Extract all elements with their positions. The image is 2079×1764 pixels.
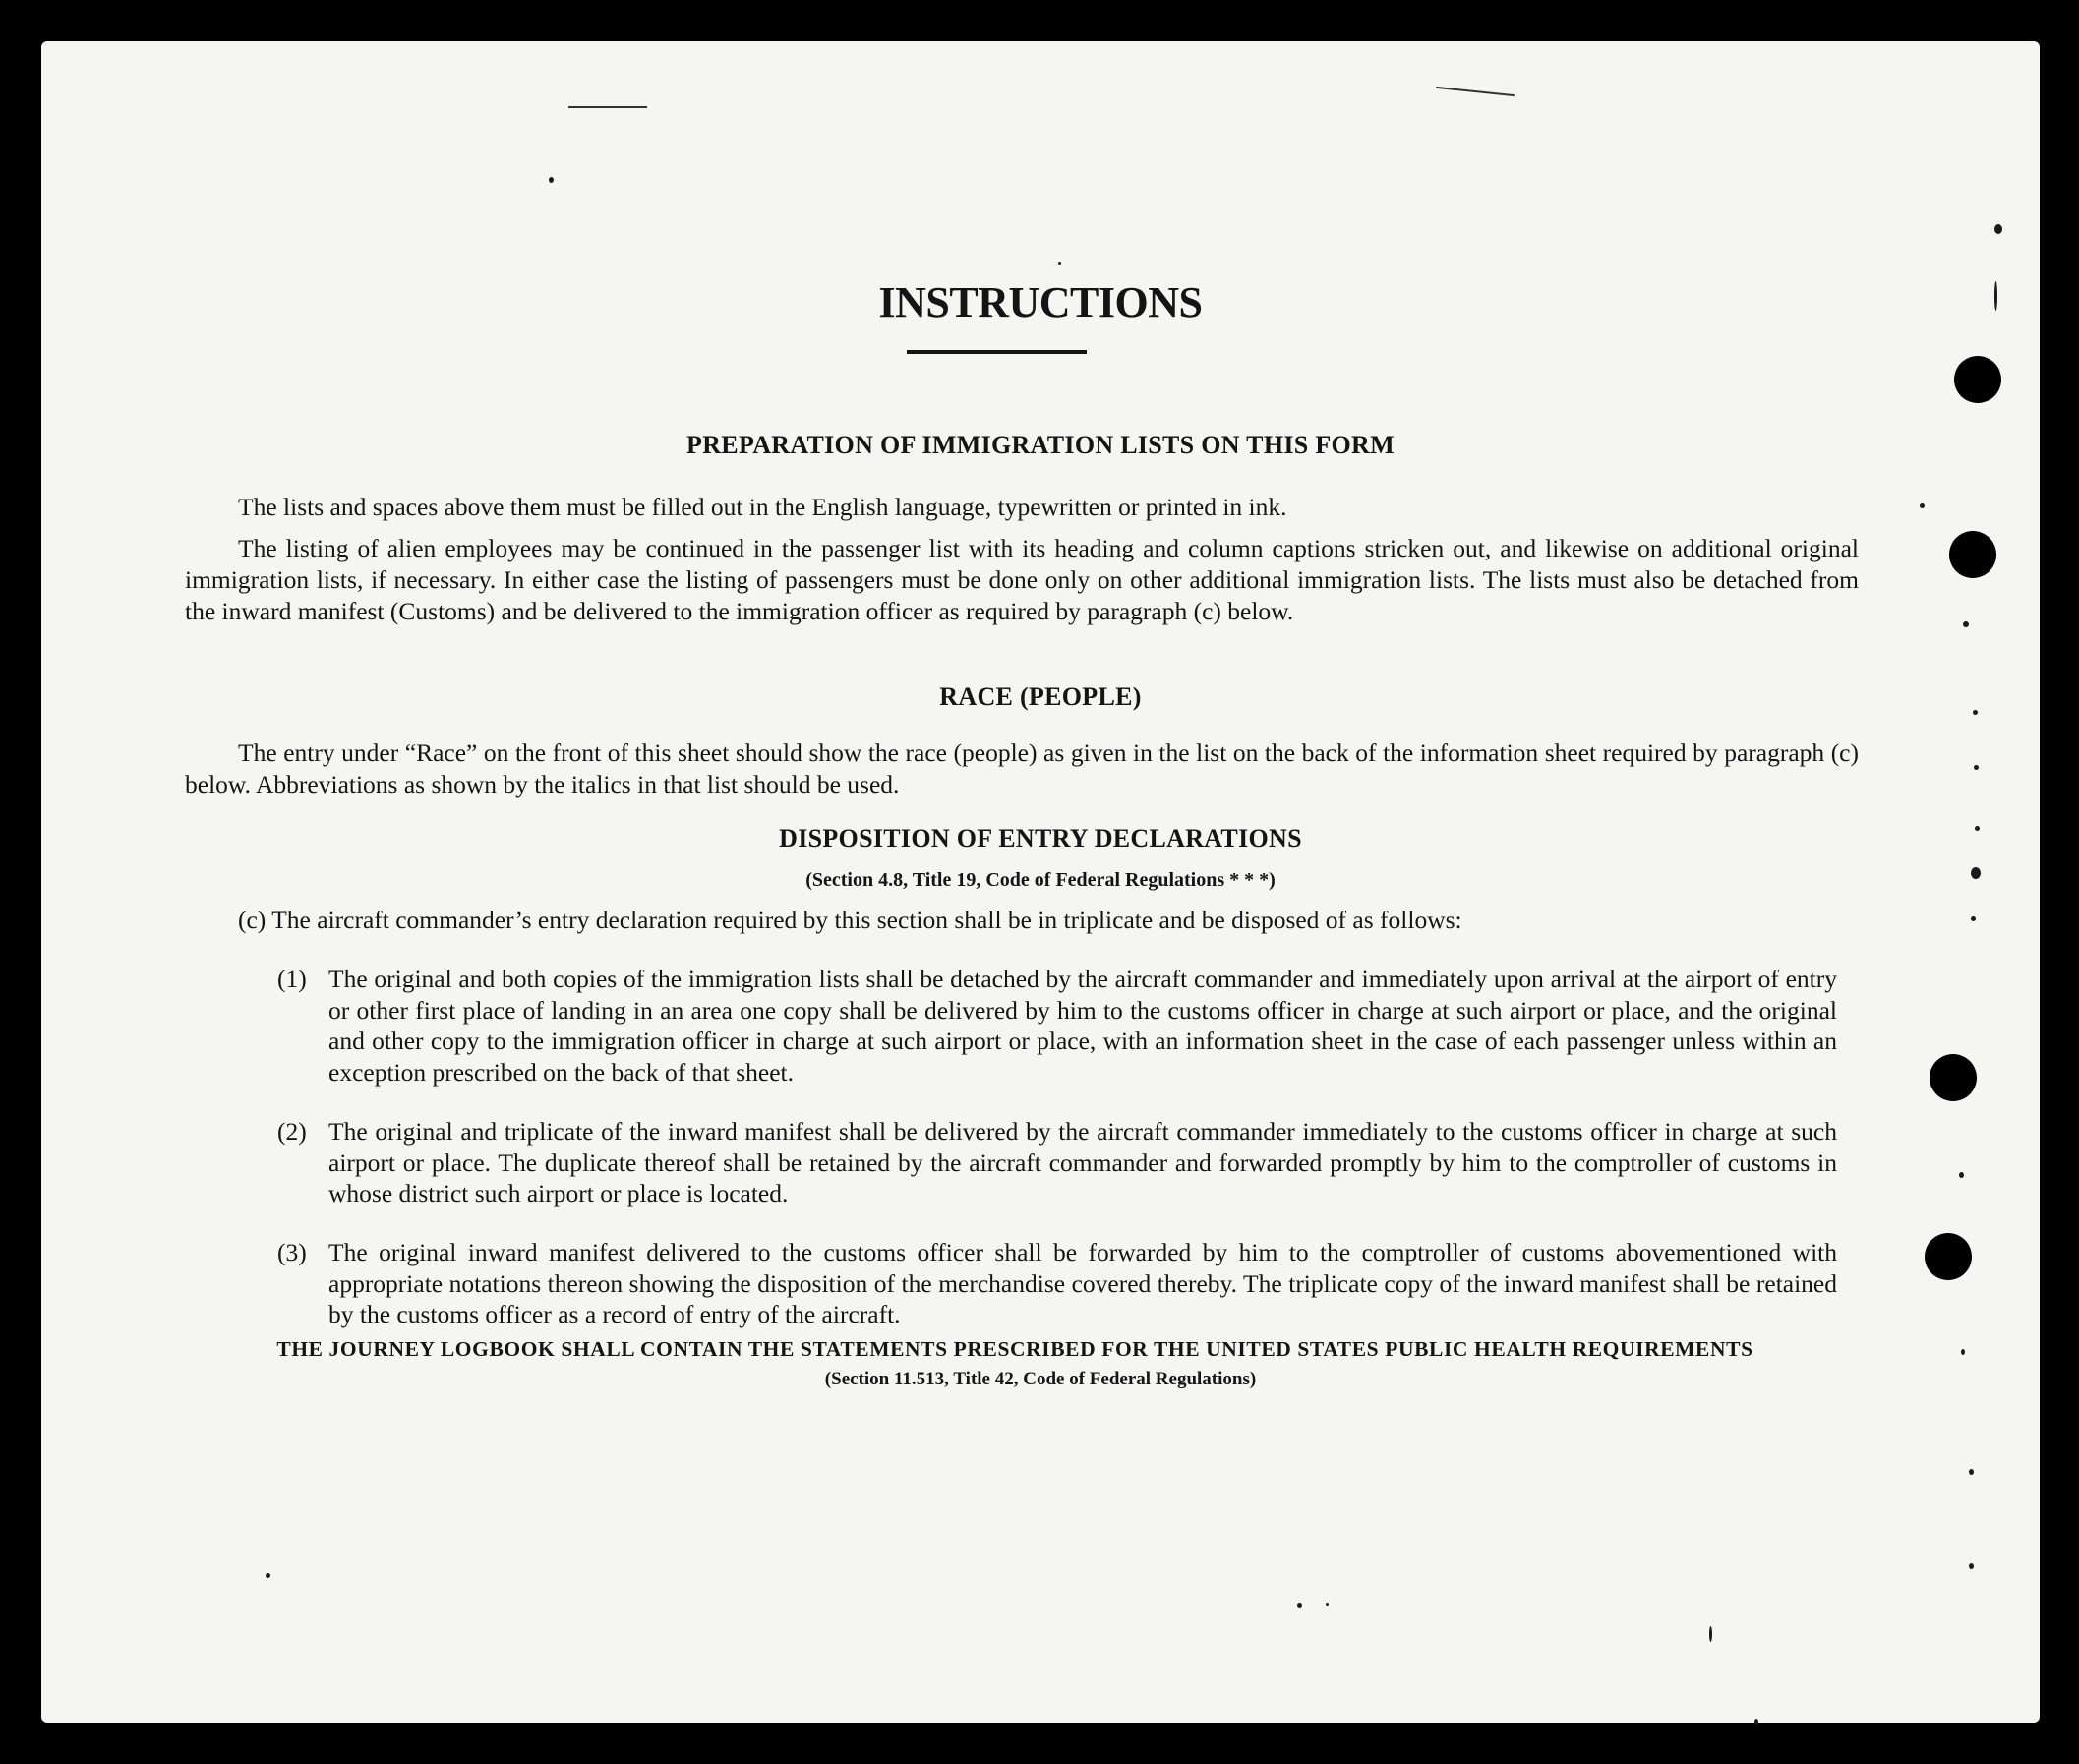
punch-hole — [1925, 1233, 1972, 1280]
scan-speck — [1974, 765, 1979, 770]
preparation-paragraph-2: The listing of alien employees may be continued in the passenger list with its heading and column captions stricken out, and likewise on additional original immigration lists, if necessary. In either case the listing of passengers must be done only on other additional immigration lists. The lists must also be detached from the inward manifest (Customs) and be delivered to the immigration officer as required by paragraph (c) below. — [185, 534, 1859, 625]
punch-hole — [1949, 531, 1996, 578]
scan-speck — [1973, 710, 1978, 715]
scan-speck — [266, 1573, 270, 1578]
list-item-number: (1) — [277, 965, 307, 993]
scan-speck — [1754, 1719, 1758, 1725]
disposition-heading: DISPOSITION OF ENTRY DECLARATIONS — [779, 824, 1302, 853]
race-paragraph: The entry under “Race” on the front of this sheet should show the race (people) as given in the list on the back of the information sheet required by paragraph (c) below. Abbreviations as shown by the italics in that list should be used. — [185, 738, 1859, 798]
scan-speck — [1969, 1469, 1974, 1475]
scan-speck — [1969, 1563, 1974, 1569]
preparation-heading: PREPARATION OF IMMIGRATION LISTS ON THIS FORM — [686, 431, 1395, 459]
health-notice: THE JOURNEY LOGBOOK SHALL CONTAIN THE STATEMENTS PRESCRIBED FOR THE UNITED STATES PUBLIC HEALTH REQUIREMENTS — [276, 1337, 1753, 1361]
list-item-1 — [277, 964, 1837, 1088]
list-item-number: (2) — [277, 1117, 307, 1146]
scan-speck — [1058, 262, 1061, 265]
preparation-paragraph-1: The lists and spaces above them must be filled out in the English language, typewritten or printed in ink. — [238, 493, 1287, 521]
scan-speck — [1326, 1603, 1329, 1606]
disposition-citation: (Section 4.8, Title 19, Code of Federal Regulations * * *) — [805, 869, 1276, 891]
scan-speck — [1994, 224, 2002, 234]
page-title: INSTRUCTIONS — [878, 278, 1203, 326]
scan-speck — [1709, 1626, 1712, 1642]
list-item-number: (3) — [277, 1238, 307, 1266]
race-heading: RACE (PEOPLE) — [939, 682, 1142, 711]
scan-speck — [1963, 621, 1969, 627]
list-item-text: The original and both copies of the immigration lists shall be detached by the aircraft commander and immediately upon arrival at the airport of entry or other first place of landing in an area one copy shall be delivered by him to the customs officer in charge at such airport or place, and the original and other copy to the immigration officer in charge at such airport or place, with an information sheet in the case of each passenger unless within an exception prescribed on the back of that sheet. — [328, 965, 1837, 1087]
scan-mark — [568, 106, 647, 108]
punch-hole — [1954, 356, 2001, 403]
scan-mark — [1436, 87, 1515, 96]
title-underline — [907, 350, 1087, 354]
scan-speck — [1961, 1349, 1965, 1355]
scan-speck — [1971, 867, 1981, 879]
scan-speck — [1975, 826, 1980, 831]
scan-speck — [1994, 281, 1997, 311]
disposition-intro — [238, 905, 1851, 936]
list-item-2 — [277, 1116, 1837, 1209]
health-notice-citation: (Section 11.513, Title 42, Code of Federal Regulations) — [824, 1369, 1257, 1389]
scan-speck — [1959, 1172, 1964, 1178]
intro-text: The aircraft commander’s entry declaration required by this section shall be in triplicate and be disposed of as follows: — [271, 906, 1462, 934]
scan-speck — [1920, 503, 1925, 508]
scan-speck — [549, 177, 554, 183]
punch-hole — [1930, 1054, 1977, 1101]
intro-marker: (c) — [238, 906, 267, 934]
scan-speck — [1297, 1603, 1302, 1608]
list-item-text: The original inward manifest delivered to the customs officer shall be forwarded by him to the comptroller of customs abovementioned with appropriate notations thereon showing the disposition of the merchandise covered thereby. The triplicate copy of the inward manifest shall be retained by the customs officer as a record of entry of the aircraft. — [328, 1238, 1837, 1328]
scan-speck — [1971, 916, 1976, 921]
list-item-3 — [277, 1237, 1837, 1330]
document-page — [41, 41, 2040, 1723]
list-item-text: The original and triplicate of the inward manifest shall be delivered by the aircraft commander immediately to the customs officer in charge at such airport or place. The duplicate thereof shall be retained by the aircraft commander and forwarded promptly by him to the comptroller of customs in whose district such airport or place is located. — [328, 1117, 1837, 1207]
